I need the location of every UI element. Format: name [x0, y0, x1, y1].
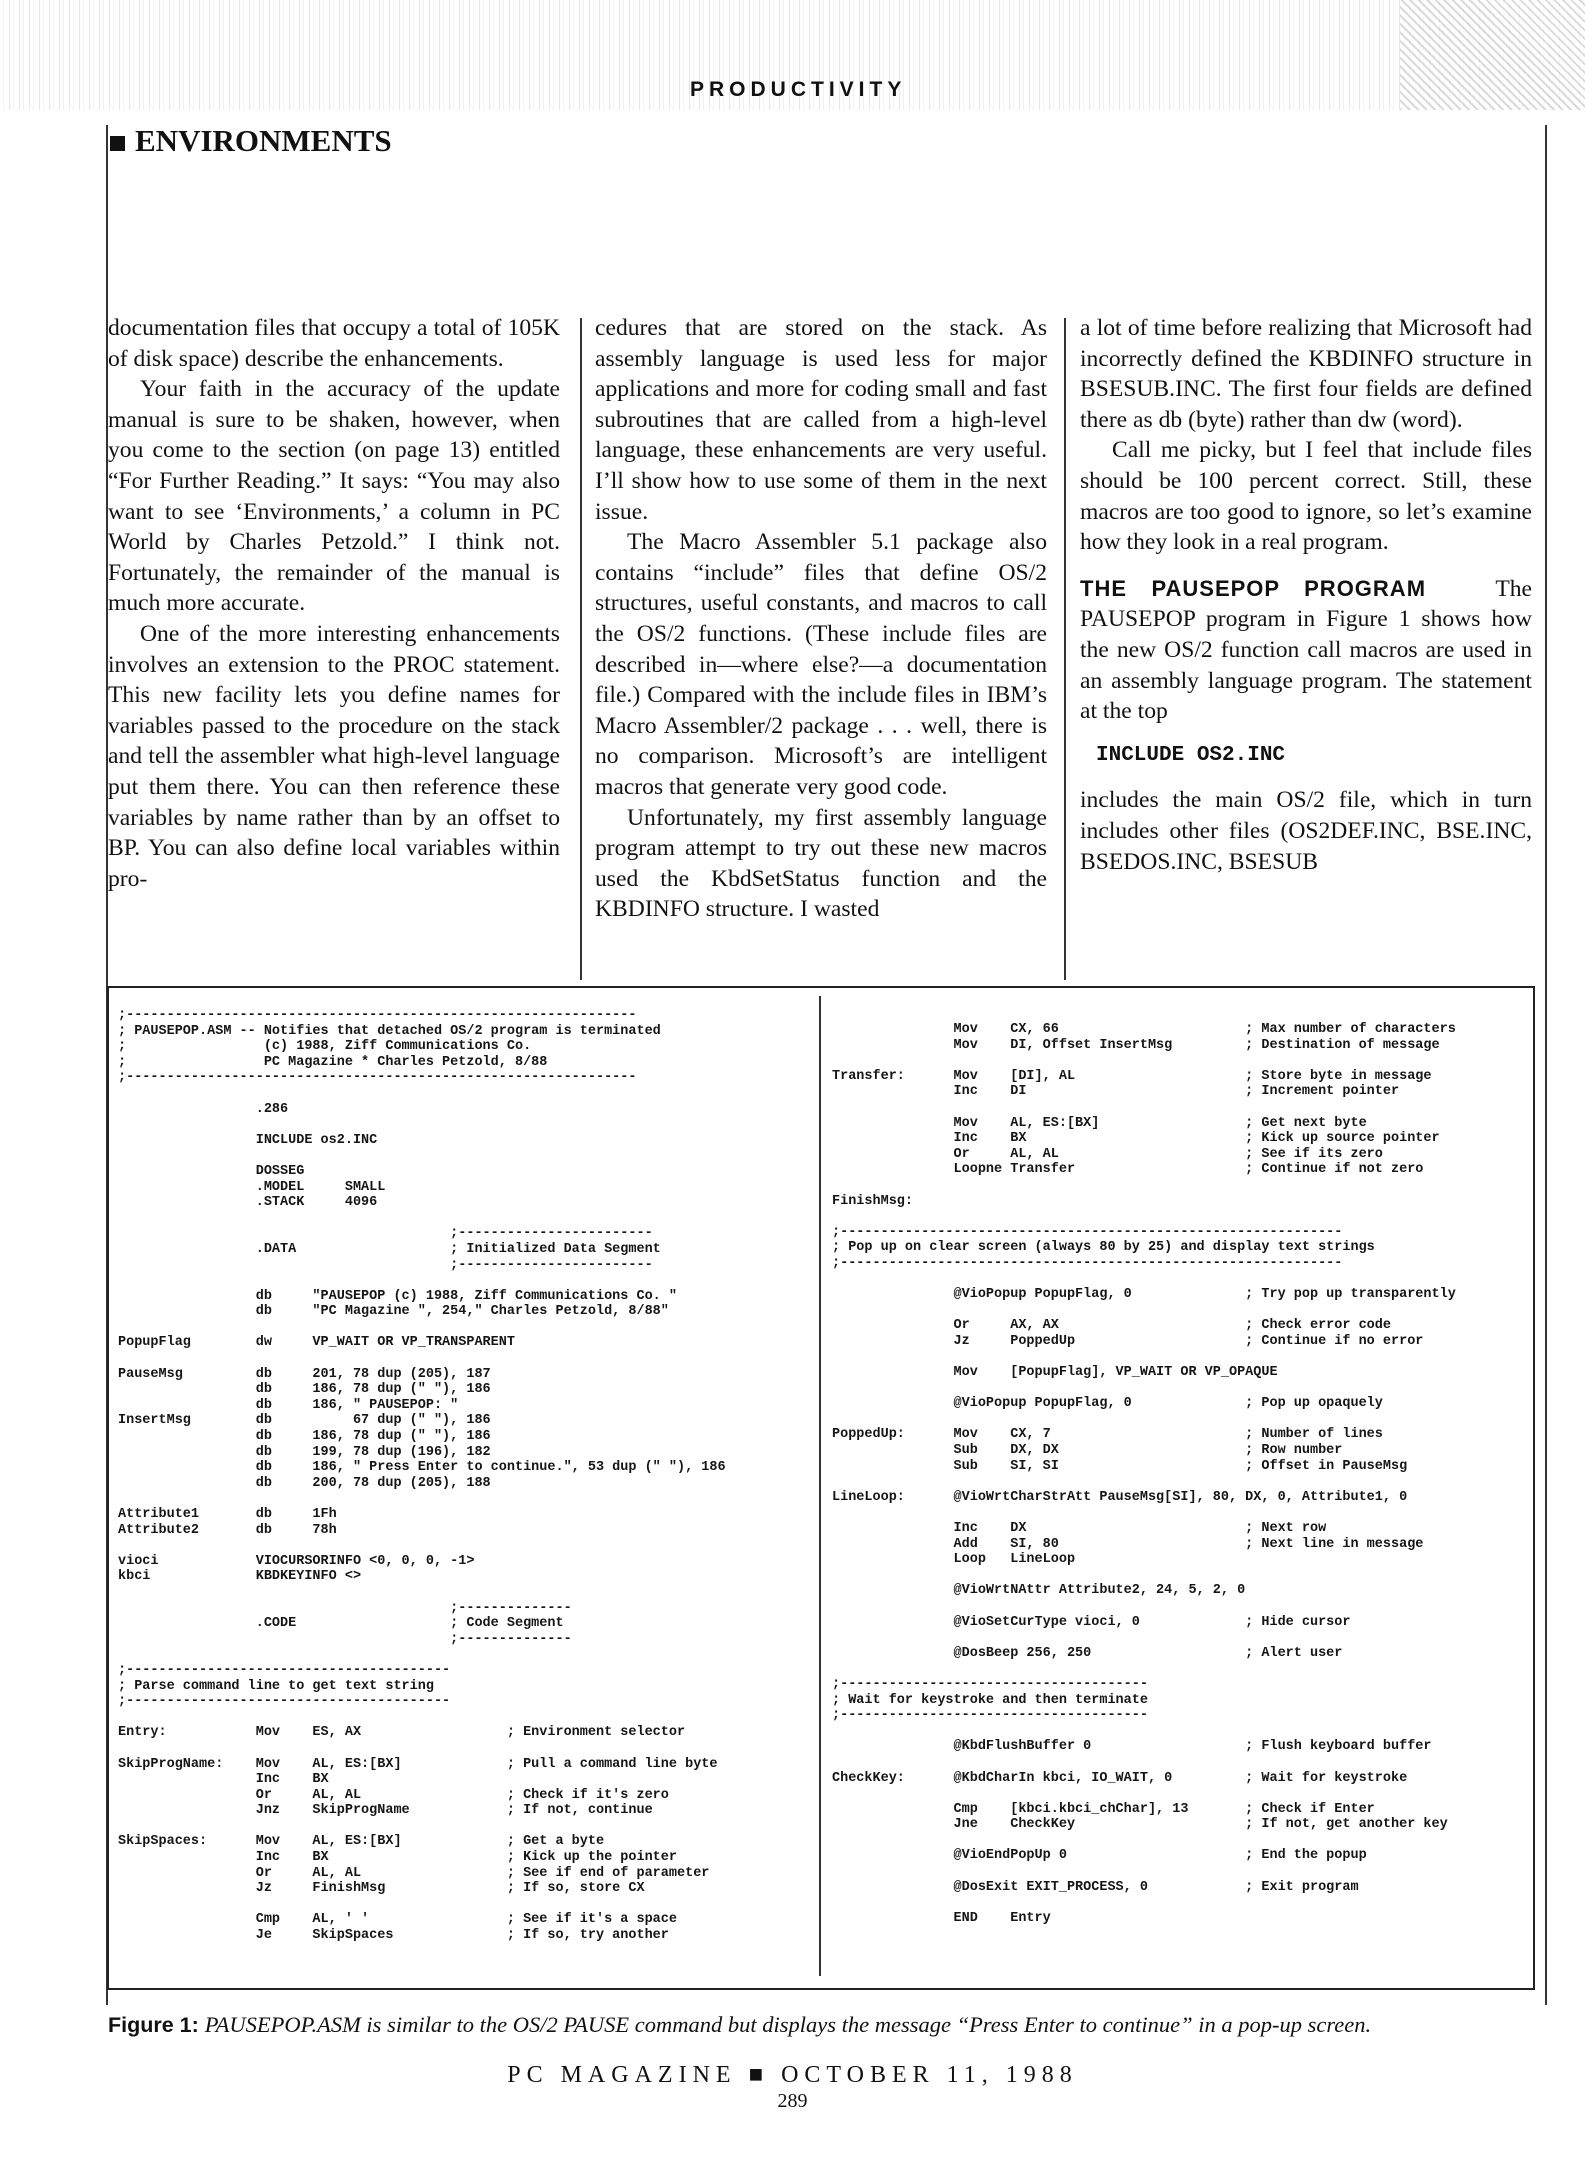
paragraph: Unfortunately, my first assembly language program attempt to try out these new macros used the KbdSetStatus function and the KBDINFO structure. I wasted	[595, 804, 1047, 923]
paragraph: documentation files that occupy a total of 105K of disk space) describe the enhancements.	[108, 315, 560, 372]
page-number: 289	[777, 2090, 808, 2112]
column-title	[110, 123, 392, 159]
article-column-1	[108, 313, 560, 894]
caption-text: PAUSEPOP.ASM is similar to the OS/2 PAUSE command but displays the message “Press Enter to continue” in a pop-up screen.	[204, 2012, 1372, 2037]
figure-caption	[108, 2012, 1548, 2038]
section-kicker: PRODUCTIVITY	[690, 78, 907, 101]
column-divider	[580, 318, 582, 980]
code-listing-left: ;--------------------------------------------------------------- ; PAUSEPOP.ASM -- Notifies that detached OS/2 program is terminated ; (c) 1988, Ziff Communications Co. ; PC Magazine * Charles Petzold, 8/88 ;--------------------------------------------------------------- .286 INCLUDE os2.INC DOSSEG .MODEL SMALL .STACK 4096 ;------------------------ .DATA ; Initialized Data Segment ;------------------------ db "PAUSEPOP (c) 1988, Ziff Communications Co. " db "PC Magazine ", 254," Charles Petzold, 8/88" PopupFlag dw VP_WAIT OR VP_TRANSPARENT PauseMsg db 201, 78 dup (205), 187 db 186, 78 dup (" "), 186 db 186, " PAUSEPOP: " InsertMsg db 67 dup (" "), 186 db 186, 78 dup (" "), 186 db 199, 78 dup (196), 182 db 186, " Press Enter to continue.", 53 dup (" "), 186 db 200, 78 dup (205), 188 Attribute1 db 1Fh Attribute2 db 78h vioci VIOCURSORINFO <0, 0, 0, -1> kbci KBDKEYINFO <> ;-------------- .CODE ; Code Segment ;-------------- ;---------------------------------------- ; Parse command line to get text string ;---------------------------------------- Entry: Mov ES, AX ; Environment selector SkipProgName: Mov AL, ES:[BX] ; Pull a command line byte Inc BX Or AL, AL ; Check if it's zero Jnz SkipProgName ; If not, continue SkipSpaces: Mov AL, ES:[BX] ; Get a byte Inc BX ; Kick up the pointer Or AL, AL ; See if end of parameter Jz FinishMsg ; If so, store CX Cmp AL, ' ' ; See if it's a space Je SkipSpaces ; If so, try another	[118, 1008, 726, 1944]
column-divider	[1064, 318, 1066, 980]
paragraph: a lot of time before realizing that Microsoft had incorrectly defined the KBDINFO structure in BSESUB.INC. The first four fields are defined there as db (byte) rather than dw (word).	[1080, 315, 1532, 433]
article-column-2	[595, 313, 1047, 925]
figure-divider	[819, 996, 821, 1976]
paragraph: cedures that are stored on the stack. As assembly language is used less for major applications and more for coding small and fast subroutines that are called from a high-level language, these enhancements are very useful. I’ll show how to use some of them in the next issue.	[595, 315, 1047, 525]
article-column-3	[1080, 313, 1532, 877]
paragraph: includes the main OS/2 file, which in turn includes other files (OS2DEF.INC, BSE.INC, BSEDOS.INC, BSESUB	[1080, 787, 1532, 875]
paragraph: The Macro Assembler 5.1 package also contains “include” files that define OS/2 structures, useful constants, and macros to call the OS/2 functions. (These include files are described in—where else?—a documentation file.) Compared with the include files in IBM’s Macro Assembler/2 package . . . well, there is no comparison. Microsoft’s are intelligent macros that generate very good code.	[595, 529, 1047, 800]
paragraph-with-subhead	[1080, 574, 1532, 727]
paragraph: One of the more interesting enhancements involves an extension to the PROC statement. This new facility lets you define names for variables passed to the procedure on the stack and tell the assembler what high-level language put them there. You can then reference these variables by name rather than by an offset to BP. You can also define local variables within pro-	[108, 620, 560, 892]
paragraph: Call me picky, but I feel that include files should be 100 percent correct. Still, these macros are too good to ignore, so let’s examine how they look in a real program.	[1080, 437, 1532, 556]
column-title-text: ENVIRONMENTS	[135, 123, 392, 158]
subhead: THE PAUSEPOP PROGRAM	[1080, 575, 1427, 601]
square-bullet-icon	[110, 136, 125, 151]
code-listing-right: Mov CX, 66 ; Max number of characters Mov DI, Offset InsertMsg ; Destination of message Transfer: Mov [DI], AL ; Store byte in message Inc DI ; Increment pointer Mov AL, ES:[BX] ; Get next byte Inc BX ; Kick up source pointer Or AL, AL ; See if its zero Loopne Transfer ; Continue if not zero FinishMsg: ;-------------------------------------------------------------- ; Pop up on clear screen (always 80 by 25) and display text strings ;-------------------------------------------------------------- @VioPopup PopupFlag, 0 ; Try pop up transparently Or AX, AX ; Check error code Jz PoppedUp ; Continue if no error Mov [PopupFlag], VP_WAIT OR VP_OPAQUE @VioPopup PopupFlag, 0 ; Pop up opaquely PoppedUp: Mov CX, 7 ; Number of lines Sub DX, DX ; Row number Sub SI, SI ; Offset in PauseMsg LineLoop: @VioWrtCharStrAtt PauseMsg[SI], 80, DX, 0, Attribute1, 0 Inc DX ; Next row Add SI, 80 ; Next line in message Loop LineLoop @VioWrtNAttr Attribute2, 24, 5, 2, 0 @VioSetCurType vioci, 0 ; Hide cursor @DosBeep 256, 250 ; Alert user ;-------------------------------------- ; Wait for keystroke and then terminate ;-------------------------------------- @KbdFlushBuffer 0 ; Flush keyboard buffer CheckKey: @KbdCharIn kbci, IO_WAIT, 0 ; Wait for keystroke Cmp [kbci.kbci_chChar], 13 ; Check if Enter Jne CheckKey ; If not, get another key @VioEndPopUp 0 ; End the popup @DosExit EXIT_PROCESS, 0 ; Exit program END Entry	[832, 1022, 1456, 1926]
paragraph-text: The PAUSEPOP program in Figure 1 shows how the new OS/2 function call macros are used in an assembly language program. The statement at the top	[1080, 575, 1532, 725]
header-scan-noise-corner	[1400, 0, 1585, 110]
paragraph: Your faith in the accuracy of the update manual is sure to be shaken, however, when you come to the section (on page 13) entitled “For Further Reading.” It says: “You may also want to see ‘Environments,’ a column in PC World by Charles Petzold.” I think not. Fortunately, the remainder of the manual is much more accurate.	[108, 376, 560, 617]
right-border-rule	[1545, 125, 1547, 2005]
inline-code: INCLUDE OS2.INC	[1096, 743, 1286, 767]
caption-label: Figure 1:	[108, 2013, 199, 2037]
footer-masthead: PC MAGAZINE ■ OCTOBER 11, 1988	[507, 2062, 1078, 2088]
